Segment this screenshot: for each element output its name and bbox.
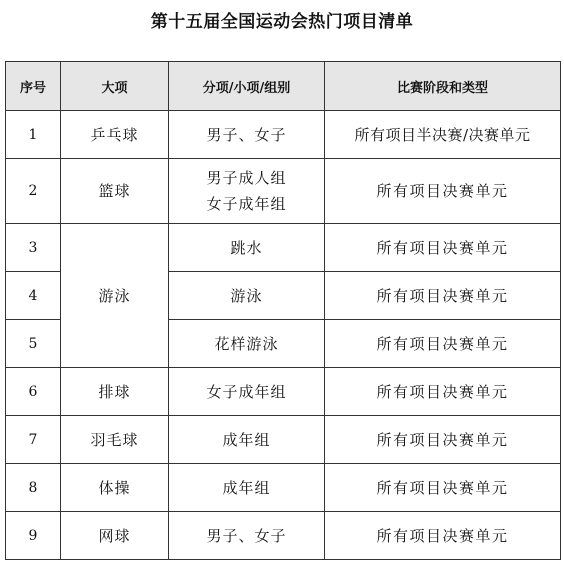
table-row — [6, 416, 561, 464]
subcategory-line: 男子成人组 — [206, 169, 287, 187]
row-stage: 所有项目决赛单元 — [325, 416, 561, 464]
row-stage: 所有项目决赛单元 — [325, 159, 561, 224]
row-subcategory: 花样游泳 — [169, 320, 325, 368]
table-row — [6, 464, 561, 512]
events-table — [5, 61, 561, 560]
row-subcategory: 男子、女子 — [169, 111, 325, 159]
row-index: 3 — [6, 224, 61, 272]
row-index: 9 — [6, 512, 61, 560]
header-sport: 大项 — [61, 62, 169, 111]
row-subcategory: 女子成年组 — [169, 368, 325, 416]
header-subcategory: 分项/小项/组别 — [169, 62, 325, 111]
row-index: 8 — [6, 464, 61, 512]
table-header-row — [6, 62, 561, 111]
row-sport: 乒乓球 — [61, 111, 169, 159]
row-subcategory: 成年组 — [169, 464, 325, 512]
row-stage: 所有项目决赛单元 — [325, 272, 561, 320]
subcategory-line: 女子成年组 — [206, 195, 287, 213]
row-index: 4 — [6, 272, 61, 320]
row-stage: 所有项目决赛单元 — [325, 224, 561, 272]
row-sport: 排球 — [61, 368, 169, 416]
row-subcategory — [169, 159, 325, 224]
header-index: 序号 — [6, 62, 61, 111]
table-row — [6, 159, 561, 224]
row-index: 2 — [6, 159, 61, 224]
row-sport: 体操 — [61, 464, 169, 512]
row-index: 7 — [6, 416, 61, 464]
table-row — [6, 224, 561, 272]
row-index: 5 — [6, 320, 61, 368]
row-sport-merged: 游泳 — [61, 224, 169, 368]
row-subcategory: 游泳 — [169, 272, 325, 320]
row-sport: 篮球 — [61, 159, 169, 224]
row-stage: 所有项目决赛单元 — [325, 320, 561, 368]
row-subcategory: 跳水 — [169, 224, 325, 272]
row-stage: 所有项目决赛单元 — [325, 368, 561, 416]
row-index: 1 — [6, 111, 61, 159]
row-stage: 所有项目半决赛/决赛单元 — [325, 111, 561, 159]
row-index: 6 — [6, 368, 61, 416]
row-subcategory: 成年组 — [169, 416, 325, 464]
row-subcategory: 男子、女子 — [169, 512, 325, 560]
table-row — [6, 512, 561, 560]
row-stage: 所有项目决赛单元 — [325, 512, 561, 560]
row-stage: 所有项目决赛单元 — [325, 464, 561, 512]
table-row — [6, 111, 561, 159]
table-row — [6, 368, 561, 416]
page-title: 第十五届全国运动会热门项目清单 — [150, 12, 414, 32]
row-sport: 网球 — [61, 512, 169, 560]
header-stage: 比赛阶段和类型 — [325, 62, 561, 111]
row-sport: 羽毛球 — [61, 416, 169, 464]
